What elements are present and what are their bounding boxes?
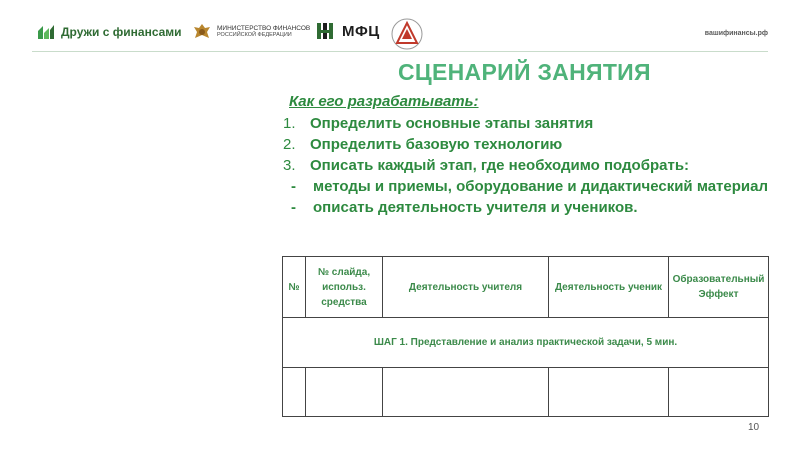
step-text: Описать каждый этап, где необходимо подобрать: [310, 157, 690, 174]
table-row [283, 368, 769, 417]
column-header: Деятельность ученик [549, 257, 669, 318]
dash-marker: - [291, 178, 296, 195]
triangle-emblem-icon [389, 17, 425, 51]
brand-logo [37, 24, 182, 40]
table-cell [669, 368, 769, 417]
mfc-emblem-icon [316, 21, 338, 41]
mfc-logo [316, 21, 380, 41]
column-header: № слайда, использ. средства [306, 257, 383, 318]
header-divider [32, 51, 768, 52]
ministry-line2: РОССИЙСКОЙ ФЕДЕРАЦИИ [217, 32, 292, 38]
slide-title: СЦЕНАРИЙ ЗАНЯТИЯ [398, 59, 651, 85]
table-cell [283, 368, 306, 417]
dash-marker: - [291, 199, 296, 216]
step-item-3 [283, 156, 773, 175]
lesson-scenario-table [282, 256, 769, 417]
steps-list [283, 114, 773, 217]
site-url: вашифинансы.рф [704, 30, 768, 37]
step-number: 1. [283, 115, 296, 132]
step-item-1 [283, 114, 773, 133]
slide-header [0, 0, 800, 52]
ministry-line1: МИНИСТЕРСТВО ФИНАНСОВ [217, 25, 311, 32]
step-text: Определить базовую технологию [310, 136, 563, 153]
step-row-cell: ШАГ 1. Представление и анализ практической задачи, 5 мин. [283, 318, 769, 368]
sub-item-1 [283, 177, 773, 196]
sub-item-2 [283, 198, 773, 217]
slide-subtitle: Как его разрабатывать: [289, 93, 479, 110]
eagle-emblem-icon [192, 22, 212, 42]
step-item-2 [283, 135, 773, 154]
page-number: 10 [748, 422, 760, 433]
sub-item-text: описать деятельность учителя и учеников. [313, 199, 638, 216]
table-header-row [283, 257, 769, 318]
step-number: 2. [283, 136, 296, 153]
column-header: № [283, 257, 306, 318]
column-header: Образовательный Эффект [669, 257, 769, 318]
table-step-row [283, 318, 769, 368]
column-header: Деятельность учителя [383, 257, 549, 318]
table-cell [306, 368, 383, 417]
table-cell [383, 368, 549, 417]
step-number: 3. [283, 157, 296, 174]
table-cell [549, 368, 669, 417]
brand-name: Дружи с финансами [61, 25, 182, 39]
step-text: Определить основные этапы занятия [310, 115, 594, 132]
sub-item-text: методы и приемы, оборудование и дидактический материал [313, 178, 769, 195]
ministry-logo [192, 22, 310, 42]
mfc-logo-text: МФЦ [342, 22, 380, 40]
leaf-icon [37, 24, 55, 40]
